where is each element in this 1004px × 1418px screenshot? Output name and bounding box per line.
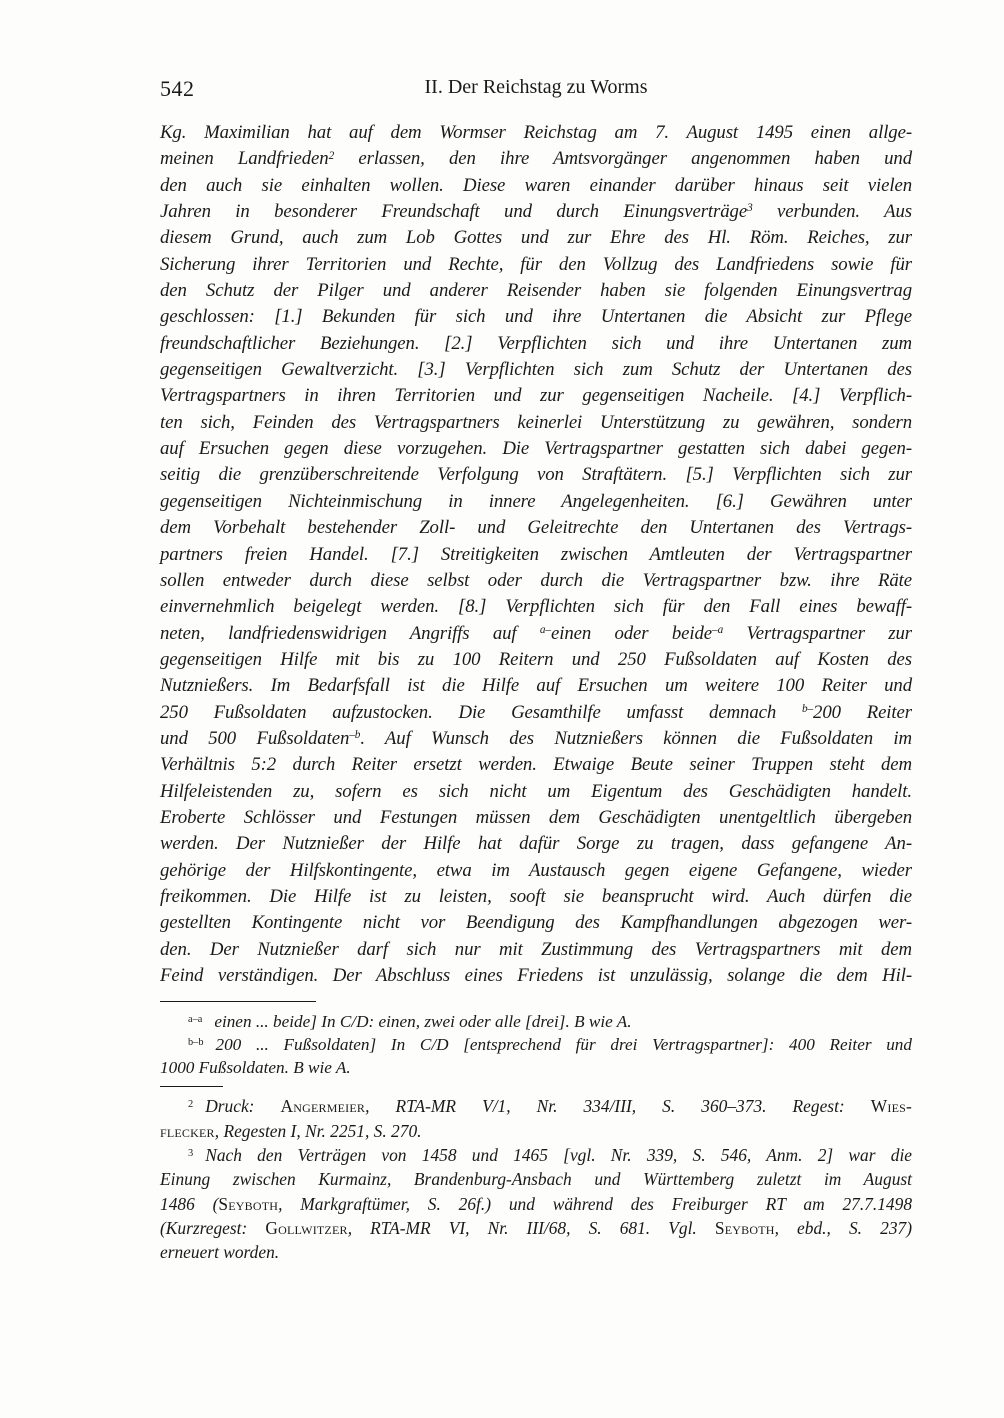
text-segment: 200 ... Fußsoldaten] In C/D [entsprechend für drei Vertragspartner]: 400 Reiter und: [215, 1035, 912, 1055]
text-segment: meinen Landfrieden: [160, 148, 329, 170]
text-segment: einen oder beide: [550, 622, 713, 644]
note-line: [160, 1119, 912, 1143]
text-segment: 250 Fußsoldaten aufzustocken. Die Gesamthilfe umfasst demnach: [160, 701, 802, 723]
apparatus-divider-rule: [160, 1001, 316, 1002]
text-segment: auf Ersuchen gegen diese vorzugehen. Die Vertragspartner gestatten sich dabei gegen-: [160, 438, 912, 460]
text-segment: 200 Reiter: [813, 701, 912, 723]
page-head: [160, 76, 912, 104]
text-segment: gehörige der Hilfskontingente, etwa im Austausch gegen eigene Gefangene, wieder: [160, 859, 912, 881]
text-segment: RTA-MR V/1, Nr. 334/III, S. 360–373. Regest:: [395, 1096, 871, 1117]
regest-line: [160, 146, 912, 172]
text-segment: seitig die grenzüberschreitende Verfolgung von Straftätern. [5.] Verpflichten sich zur: [160, 464, 912, 486]
smallcaps-name: Angermeier: [280, 1096, 366, 1117]
text-segment: geschlossen: [1.] Bekunden für sich und ihre Untertanen die Absicht zur Pflege: [160, 306, 912, 328]
regest-line: [160, 673, 912, 699]
text-segment: Kg. Maximilian hat auf dem Wormser Reichstag am 7. August 1495 einen allge-: [160, 122, 912, 143]
footnote: [160, 1094, 912, 1143]
regest-line: [160, 489, 912, 515]
note-line: [160, 1033, 912, 1056]
text-segment: partners freien Handel. [7.] Streitigkeiten zwischen Amtleuten der Vertragspartner: [160, 543, 912, 565]
text-segment: einvernehmlich beigelegt werden. [8.] Verpflichten sich für den Fall eines bewaff-: [160, 596, 912, 618]
regest-line: [160, 726, 912, 752]
smallcaps-name: Gollwitzer: [265, 1217, 348, 1238]
smallcaps-name: flecker: [160, 1120, 215, 1141]
text-segment: den auch sie einhalten wollen. Diese waren einander darüber hinaus seit vielen: [160, 174, 912, 196]
footnote-divider-rule: [160, 1086, 223, 1087]
regest-line: [160, 963, 912, 989]
note-label: b–b: [188, 1037, 204, 1049]
text-segment: , RTA-MR VI, Nr. III/68, S. 681. Vgl.: [347, 1217, 715, 1238]
text-segment: erlassen, den ihre Amtsvorgänger angenommen haben und: [334, 148, 912, 170]
regest-line: [160, 779, 912, 805]
regest-line: [160, 831, 912, 857]
text-segment: werden. Der Nutznießer der Hilfe hat dafür Sorge zu tragen, dass gefangene An-: [160, 833, 912, 855]
smallcaps-name: Seyboth: [218, 1193, 279, 1214]
note-line: [160, 1167, 912, 1191]
regest-line: [160, 884, 912, 910]
regest-line: [160, 515, 912, 541]
text-segment: den. Der Nutznießer darf sich nur mit Zustimmung des Vertragspartners mit dem: [160, 938, 912, 960]
running-header: II. Der Reichstag zu Worms: [424, 76, 648, 98]
apparatus-note: [160, 1010, 912, 1033]
superscript-marker: 2: [328, 149, 335, 162]
text-segment: gestellten Kontingente nicht vor Beendigung des Kampfhandlungen abgezogen wer-: [160, 912, 912, 934]
regest-line: [160, 752, 912, 778]
text-segment: ten sich, Feinden des Vertragspartners keinerlei Unterstützung zu gewähren, sondern: [160, 411, 912, 433]
note-line: [160, 1010, 912, 1033]
text-segment: gegenseitigen Gewaltverzicht. [3.] Verpflichten sich zum Schutz der Untertanen des: [160, 359, 912, 381]
text-segment: , Markgraftümer, S. 26f.) und während des Freiburger RT am 27.7.1498: [278, 1193, 913, 1214]
superscript-marker: –a: [712, 623, 724, 636]
note-line: [160, 1240, 912, 1264]
regest-line: [160, 910, 912, 936]
regest-line: [160, 647, 912, 673]
critical-apparatus: [160, 1010, 912, 1079]
text-segment: 1486 (: [160, 1193, 219, 1214]
text-segment: diesem Grund, auch zum Lob Gottes und zur Ehre des Hl. Röm. Reiches, zur: [160, 227, 912, 249]
regest-line: [160, 304, 912, 330]
regest-line: [160, 621, 912, 647]
note-line: [160, 1143, 912, 1167]
regest-line: [160, 858, 912, 884]
text-segment: Jahren in besonderer Freundschaft und durch Einungsverträge: [160, 201, 748, 223]
note-line: [160, 1056, 912, 1079]
regest-line: [160, 700, 912, 726]
regest-line: [160, 594, 912, 620]
note-label: 3: [188, 1147, 194, 1159]
text-block: [160, 76, 912, 1264]
apparatus-note: [160, 1033, 912, 1079]
text-segment: Sicherung ihrer Territorien und Rechte, für den Vollzug des Landfriedens sowie für: [160, 253, 912, 275]
text-segment: dem Vorbehalt bestehender Zoll- und Geleitrechte den Untertanen des Vertrags-: [160, 517, 912, 539]
note-line: [160, 1192, 912, 1216]
superscript-marker: a–: [539, 623, 551, 636]
text-segment: gegenseitigen Nichteinmischung in innere Angelegenheiten. [6.] Gewähren unter: [160, 490, 912, 512]
text-segment: Verhältnis 5:2 durch Reiter ersetzt werden. Etwaige Beute seiner Truppen steht dem: [160, 754, 912, 776]
regest-line: [160, 542, 912, 568]
regest-line: [160, 357, 912, 383]
note-line: [160, 1216, 912, 1240]
text-segment: freundschaftlicher Beziehungen. [2.] Verpflichten sich und ihre Untertanen zum: [160, 332, 912, 354]
regest-line: [160, 173, 912, 199]
text-segment: sollen entweder durch diese selbst oder durch die Vertragspartner bzw. ihre Räte: [160, 569, 912, 591]
note-label: a–a: [188, 1014, 203, 1026]
regest-line: [160, 383, 912, 409]
smallcaps-name: Wies-: [870, 1096, 912, 1117]
text-segment: erneuert worden.: [160, 1242, 280, 1263]
text-segment: gegenseitigen Hilfe mit bis zu 100 Reitern und 250 Fußsoldaten auf Kosten des: [160, 648, 912, 670]
text-segment: Eroberte Schlösser und Festungen müssen dem Geschädigten unentgeltlich übergeben: [160, 806, 912, 828]
text-segment: den Schutz der Pilger und anderer Reisender haben sie folgenden Einungsvertrag: [160, 280, 912, 302]
smallcaps-name: Seyboth: [714, 1217, 775, 1238]
regest-line: [160, 462, 912, 488]
text-segment: , Regesten I, Nr. 2251, S. 270.: [214, 1120, 422, 1141]
note-label: 2: [188, 1099, 194, 1111]
superscript-marker: b–: [801, 702, 814, 715]
regest-line: [160, 331, 912, 357]
text-segment: Nutznießers. Im Bedarfsfall ist die Hilfe auf Ersuchen um weitere 100 Reiter und: [160, 675, 912, 697]
footnotes-section: [160, 1094, 912, 1264]
superscript-marker: 3: [747, 202, 753, 215]
regest-line: [160, 225, 912, 251]
text-segment: und 500 Fußsoldaten: [160, 727, 350, 749]
text-segment: Einung zwischen Kurmainz, Brandenburg-Ansbach und Württemberg zuletzt im August: [160, 1169, 912, 1190]
regest-line: [160, 937, 912, 963]
text-segment: Nach den Verträgen von 1458 und 1465 [vgl. Nr. 339, S. 546, Anm. 2] war die: [205, 1144, 912, 1165]
text-segment: Vertragspartner zur: [723, 622, 912, 644]
text-segment: , ebd., S. 237): [774, 1217, 912, 1238]
text-segment: . Auf Wunsch des Nutznießers können die Fußsoldaten im: [360, 727, 913, 749]
text-segment: Hilfeleistenden zu, sofern es sich nicht um Eigentum des Geschädigten handelt.: [160, 780, 912, 802]
regest-line: [160, 199, 912, 225]
text-segment: freikommen. Die Hilfe ist zu leisten, sooft sie beansprucht wird. Auch dürfen die: [160, 885, 912, 907]
superscript-marker: –b: [349, 729, 361, 742]
text-segment: (Kurzregest:: [160, 1217, 266, 1238]
regest-line: [160, 805, 912, 831]
regest-line: [160, 410, 912, 436]
text-segment: verbunden. Aus: [752, 201, 912, 223]
note-line: [160, 1094, 912, 1118]
text-segment: Vertragspartners in ihren Territorien und zur gegenseitigen Nacheile. [4.] Verpflich-: [160, 385, 912, 407]
text-segment: Feind verständigen. Der Abschluss eines Friedens ist unzulässig, solange die dem Hil-: [160, 965, 912, 986]
text-segment: ,: [365, 1096, 396, 1117]
text-segment: Druck:: [205, 1096, 281, 1117]
footnote: [160, 1143, 912, 1264]
regest-line: [160, 278, 912, 304]
regest-line: [160, 120, 912, 146]
regest-text: [160, 120, 912, 989]
text-segment: einen ... beide] In C/D: einen, zwei oder alle [drei]. B wie A.: [214, 1012, 632, 1032]
regest-line: [160, 436, 912, 462]
regest-line: [160, 252, 912, 278]
text-segment: 1000 Fußsoldaten. B wie A.: [160, 1058, 351, 1078]
regest-line: [160, 568, 912, 594]
text-segment: neten, landfriedenswidrigen Angriffs auf: [160, 622, 540, 644]
page-number: 542: [160, 76, 195, 101]
